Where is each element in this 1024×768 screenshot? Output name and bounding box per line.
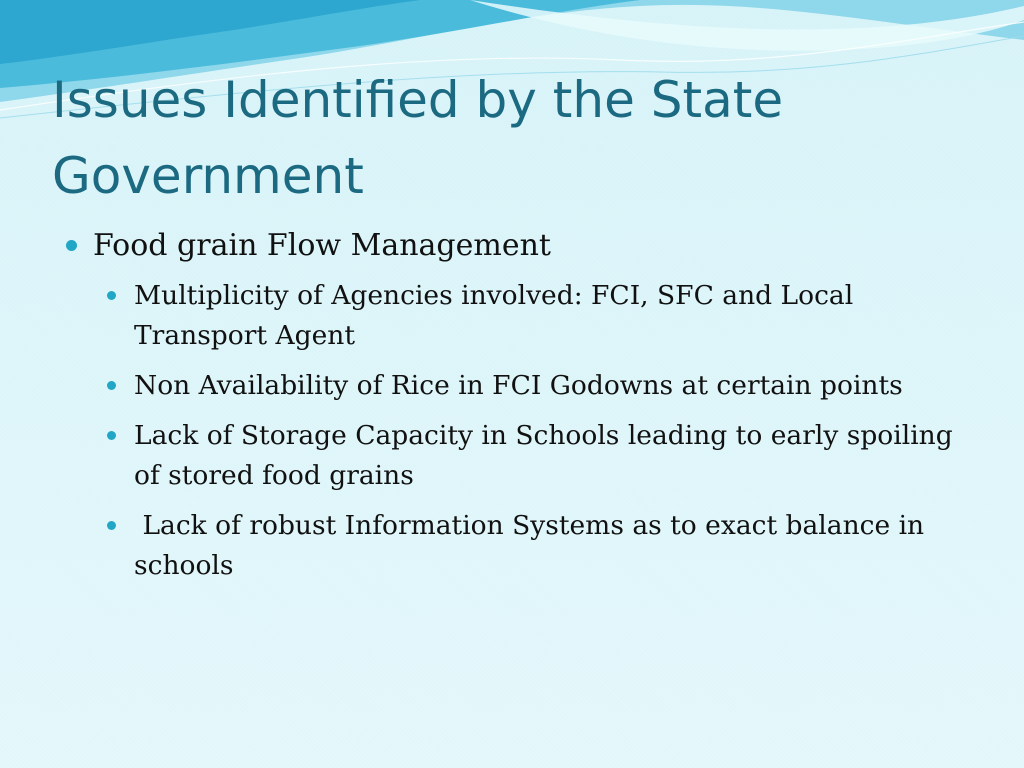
sub-bullet-dot-icon: [107, 381, 116, 390]
bullet-label: Food grain Flow Management: [93, 228, 551, 263]
slide-title: Issues Identified by the State Government: [52, 71, 784, 205]
sub-bullet-label: Lack of Storage Capacity in Schools leading to early spoiling of stored food grains: [134, 420, 953, 491]
sub-bullet-list: [60, 276, 960, 586]
sub-bullet-dot-icon: [107, 291, 116, 300]
sub-bullet-dot-icon: [107, 431, 116, 440]
slide-body: [60, 226, 960, 596]
sub-bullet-item: [60, 506, 960, 586]
sub-bullet-label: Multiplicity of Agencies involved: FCI, SFC and Local Transport Agent: [134, 280, 854, 351]
sub-bullet-label: Lack of robust Information Systems as to exact balance in schools: [134, 510, 933, 581]
sub-bullet-label: Non Availability of Rice in FCI Godowns at certain points: [134, 370, 903, 401]
bullet-dot-icon: [66, 240, 77, 251]
sub-bullet-item: [60, 276, 960, 356]
sub-bullet-dot-icon: [107, 521, 116, 530]
sub-bullet-item: [60, 416, 960, 496]
sub-bullet-item: [60, 366, 960, 406]
bullet-item: [60, 226, 960, 266]
